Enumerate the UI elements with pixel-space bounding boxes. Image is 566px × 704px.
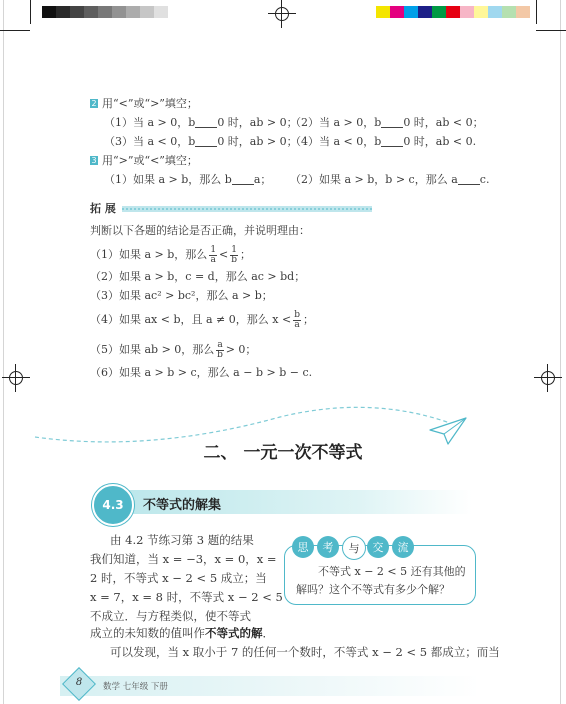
think-discuss-line-1: 不等式 x − 2 < 5 还有其他的 xyxy=(318,565,466,578)
exercise-number: 3 xyxy=(91,156,97,165)
body-line-6: 成立的未知数的值叫作不等式的解． xyxy=(90,626,274,640)
exercise-number: 2 xyxy=(91,99,97,108)
exercise-3-item-2: （2）如果 a > b，b > c，那么 a c. xyxy=(290,173,490,186)
registration-mark-right xyxy=(534,364,562,392)
gray-swatch xyxy=(112,6,126,18)
extension-intro: 判断以下各题的结论是否正确，并说明理由： xyxy=(90,224,310,237)
color-swatch xyxy=(432,6,446,18)
exercise-3-title: 3 用“>”或“<”填空； xyxy=(91,154,198,167)
think-char-badge: 与 xyxy=(342,536,366,560)
crop-line-top-right xyxy=(536,30,566,31)
exercise-3-item-1: （1）如果 a > b，那么 b a； xyxy=(104,173,272,186)
extension-heading: 拓 展 xyxy=(90,200,372,216)
color-swatch xyxy=(516,6,530,18)
extension-q2: （2）如果 a > b，c = d，那么 ac > bd； xyxy=(90,270,306,283)
term-highlight: 不等式的解 xyxy=(205,626,263,640)
crop-line-top-left xyxy=(0,30,30,31)
body-line-4: x = 7，x = 8 时，不等式 x − 2 < 5 xyxy=(90,590,283,604)
footer-book-info: 数学 七年级 下册 xyxy=(103,682,168,692)
answer-blank[interactable] xyxy=(195,117,217,128)
gray-swatch xyxy=(56,6,70,18)
exercise-2-item-3: （3）当 a < 0，b 0 时，ab > 0； xyxy=(104,135,298,148)
answer-blank[interactable] xyxy=(458,174,480,185)
color-swatch xyxy=(474,6,488,18)
chapter-title: 二、 一元一次不等式 xyxy=(203,443,363,463)
gray-swatch xyxy=(84,6,98,18)
extension-q1: （1）如果 a > b，那么 $\frac{1}{a}$ < $\frac{1}{b}$ ； xyxy=(90,244,251,265)
exercise-2-item-2: （2）当 a > 0，b 0 时，ab < 0； xyxy=(290,116,484,129)
answer-blank[interactable] xyxy=(195,136,217,147)
color-swatch xyxy=(460,6,474,18)
page-frame-right xyxy=(560,0,561,704)
color-swatch xyxy=(404,6,418,18)
gray-swatch xyxy=(42,6,56,18)
gray-swatch xyxy=(98,6,112,18)
body-line-3: 2 时，不等式 x − 2 < 5 成立；当 xyxy=(90,571,267,585)
body-line-5: 不成立．与方程类似，使不等式 xyxy=(90,609,251,623)
think-char-badge: 交 xyxy=(367,536,389,558)
think-char-badge: 考 xyxy=(317,536,339,558)
exercise-2-item-4: （4）当 a < 0，b 0 时，ab < 0. xyxy=(290,135,477,148)
extension-q3: （3）如果 ac² > bc²，那么 a > b； xyxy=(90,289,273,302)
color-swatch xyxy=(418,6,432,18)
color-swatch xyxy=(390,6,404,18)
registration-mark-top xyxy=(268,0,296,28)
page-frame-left xyxy=(3,0,4,704)
extension-q5: （5）如果 ab > 0，那么 $\frac{a}{b}$ > 0； xyxy=(90,339,257,360)
color-swatch xyxy=(502,6,516,18)
think-char-badge: 思 xyxy=(292,536,314,558)
crop-line-v-right xyxy=(536,0,537,24)
answer-blank[interactable] xyxy=(232,174,254,185)
extension-dotted-rule xyxy=(122,206,372,212)
think-char-badge: 流 xyxy=(392,536,414,558)
body-line-7: 可以发现，当 x 取小于 7 的任何一个数时，不等式 x − 2 < 5 都成立；而当 xyxy=(110,645,500,659)
body-line-2: 我们知道，当 x = −3，x = 0，x = xyxy=(90,552,277,566)
gray-swatch xyxy=(140,6,154,18)
answer-blank[interactable] xyxy=(381,136,403,147)
gray-swatch xyxy=(126,6,140,18)
exercise-2-title: 2 用“<”或“>”填空； xyxy=(91,97,198,110)
gray-swatch xyxy=(70,6,84,18)
section-title: 不等式的解集 xyxy=(143,498,222,513)
think-discuss-line-2: 解吗？这个不等式有多少个解？ xyxy=(296,583,450,596)
section-number-badge: 4.3 xyxy=(92,484,134,526)
answer-blank[interactable] xyxy=(381,117,403,128)
color-swatch xyxy=(446,6,460,18)
extension-q6: （6）如果 a > b > c，那么 a − b > b − c. xyxy=(90,366,313,379)
exercise-2-item-1: （1）当 a > 0，b 0 时，ab > 0； xyxy=(104,116,298,129)
color-swatch xyxy=(488,6,502,18)
page-number: 8 xyxy=(75,677,83,688)
gray-swatch xyxy=(154,6,168,18)
crop-line-v-left xyxy=(30,0,31,24)
color-swatch xyxy=(376,6,390,18)
extension-q4: （4）如果 ax < b，且 a ≠ 0，那么 x < $\frac{b}{a}$ ； xyxy=(90,309,314,330)
registration-mark-left xyxy=(2,364,30,392)
body-line-1: 由 4.2 节练习第 3 题的结果 xyxy=(110,533,254,547)
